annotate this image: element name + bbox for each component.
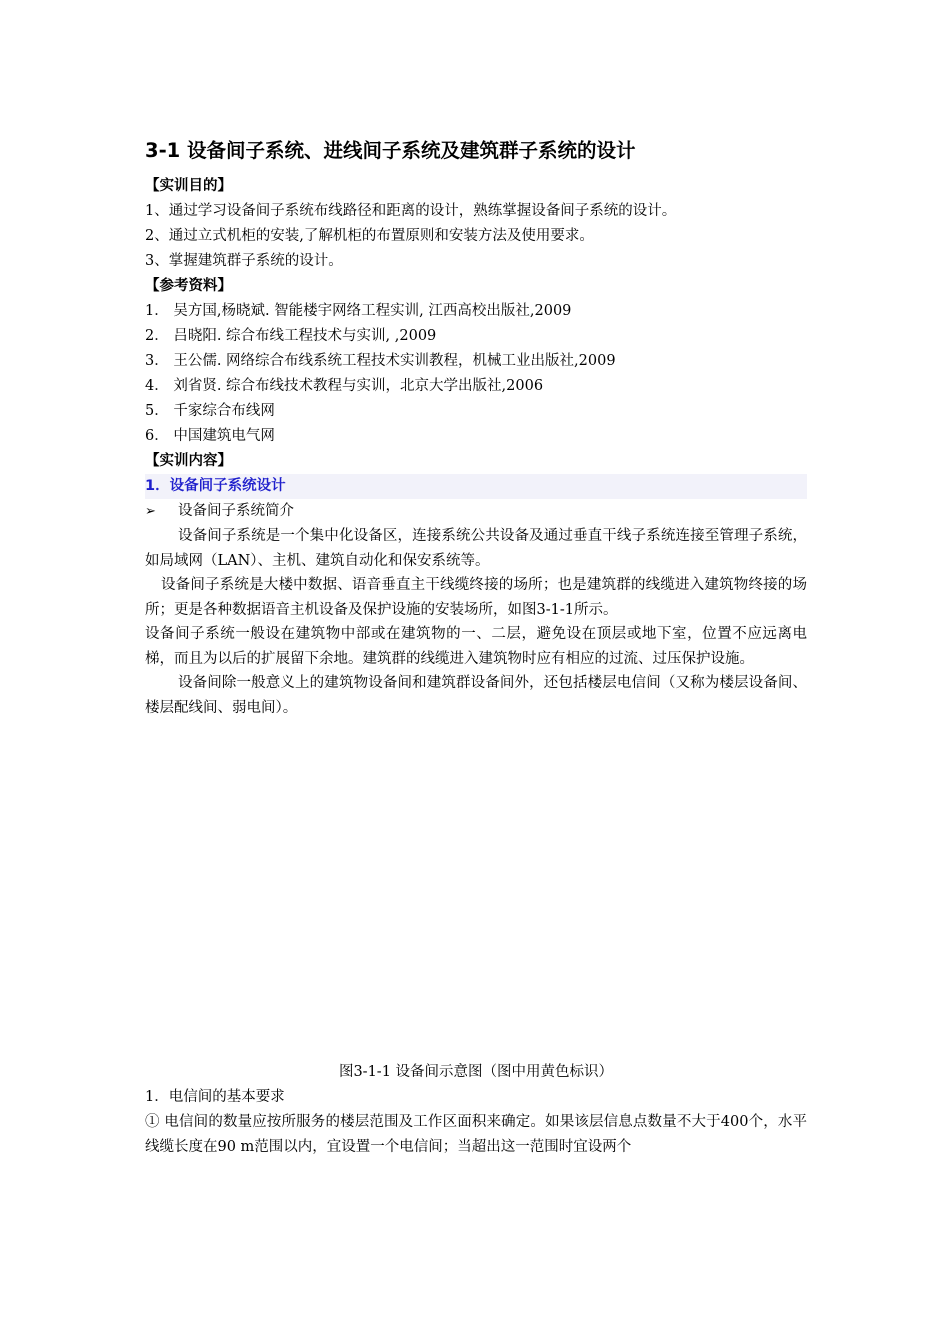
bullet-text: 设备间子系统简介 bbox=[178, 503, 294, 519]
document-title: 3-1 设备间子系统、进线间子系统及建筑群子系统的设计 bbox=[145, 139, 636, 162]
objective-item: 1、通过学习设备间子系统布线路径和距离的设计，熟练掌握设备间子系统的设计。 bbox=[145, 203, 677, 219]
body-paragraph: 设备间子系统是一个集中化设备区，连接系统公共设备及通过垂直干线子系统连接至管理子系统，如局域网（LAN）、主机、建筑自动化和保安系统等。 bbox=[145, 528, 807, 569]
requirements-paragraph: ① 电信间的数量应按所服务的楼层范围及工作区面积来确定。如果该层信息点数量不大于400个，水平线缆长度在90 m范围以内，宜设置一个电信间；当超出这一范围时宜设两个 bbox=[145, 1114, 807, 1155]
document-body bbox=[145, 136, 807, 1159]
reference-item: 1． 吴方国,杨晓斌. 智能楼宇网络工程实训, 江西高校出版社,2009 bbox=[145, 303, 572, 319]
reference-item: 5． 千家综合布线网 bbox=[145, 403, 275, 419]
equipment-room-subheading: 1．设备间子系统设计 bbox=[145, 474, 807, 499]
body-paragraph: 设备间子系统是大楼中数据、语音垂直主干线缆终接的场所；也是建筑群的线缆进入建筑物终接的场所；更是各种数据语音主机设备及保护设施的安装场所，如图3-1-1所示。 bbox=[145, 577, 807, 618]
references-heading: 【参考资料】 bbox=[145, 278, 232, 294]
content-heading: 【实训内容】 bbox=[145, 453, 232, 469]
reference-item: 3． 王公儒. 网络综合布线系统工程技术实训教程，机械工业出版社,2009 bbox=[145, 353, 616, 369]
objectives-heading: 【实训目的】 bbox=[145, 178, 232, 194]
body-paragraph: 设备间除一般意义上的建筑物设备间和建筑群设备间外，还包括楼层电信间（又称为楼层设备间、楼层配线间、弱电间）。 bbox=[145, 675, 807, 716]
reference-item: 6． 中国建筑电气网 bbox=[145, 428, 275, 444]
requirements-heading: 1．电信间的基本要求 bbox=[145, 1089, 285, 1105]
bullet-item bbox=[145, 499, 807, 524]
reference-item: 4． 刘省贤. 综合布线技术教程与实训，北京大学出版社,2006 bbox=[145, 378, 544, 394]
objective-item: 3、掌握建筑群子系统的设计。 bbox=[145, 253, 343, 269]
reference-item: 2． 吕晓阳. 综合布线工程技术与实训, ,2009 bbox=[145, 328, 437, 344]
figure-caption: 图3-1-1 设备间示意图（图中用黄色标识） bbox=[338, 1064, 614, 1080]
figure-placeholder bbox=[145, 720, 807, 1060]
body-paragraph: 设备间子系统一般设在建筑物中部或在建筑物的一、二层，避免设在顶层或地下室，位置不应远离电梯，而且为以后的扩展留下余地。建筑群的线缆进入建筑物时应有相应的过流、过压保护设施。 bbox=[145, 626, 807, 667]
objective-item: 2、通过立式机柜的安装,了解机柜的布置原则和安装方法及使用要求。 bbox=[145, 228, 594, 244]
arrow-bullet-icon: ➢ bbox=[145, 504, 156, 519]
